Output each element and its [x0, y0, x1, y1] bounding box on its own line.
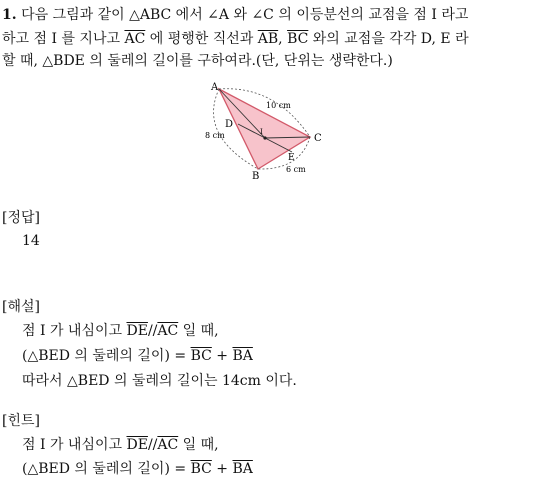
problem-text-2a: 하고 점 I 를 지나고 — [2, 31, 125, 47]
explanation-line-3: 따라서 △BED 의 둘레의 길이는 14cm 이다. — [22, 373, 297, 389]
answer-value: 14 — [22, 233, 40, 249]
hint-segment-de: $\overline{DE}$ — [126, 437, 148, 453]
hint-header: [힌트] — [2, 413, 40, 429]
plus-symbol: + — [211, 348, 233, 364]
hint-segment-ac: $\overline{AC}$ — [157, 437, 179, 453]
problem-line-3: 할 때, △BDE 의 둘레의 길이를 구하여라.(단, 단위는 생략한다.) — [2, 53, 393, 69]
answer-header: [정답] — [2, 210, 40, 226]
problem-text-2d: 와의 교점을 각각 D, E 라 — [308, 31, 469, 47]
label-a: A — [211, 82, 219, 93]
problem-line-2 — [2, 28, 469, 48]
label-b: B — [252, 171, 260, 182]
explanation-header: [해설] — [2, 299, 40, 315]
segment-bc-text: $\overline{BC}$ — [190, 348, 212, 364]
parallel-symbol: // — [147, 323, 158, 339]
incenter-point — [263, 136, 266, 139]
hint-text-2a: (△BED 의 둘레의 길이) = — [22, 461, 191, 477]
hint-line-2 — [22, 458, 253, 478]
hint-text-1c: 일 때, — [178, 437, 219, 453]
length-ab: 8 cm — [205, 131, 225, 140]
hint-parallel-symbol: // — [147, 437, 158, 453]
explanation-line-2 — [22, 345, 253, 365]
hint-text-1a: 점 I 가 내심이고 — [22, 437, 127, 453]
hint-plus-symbol: + — [211, 461, 233, 477]
hint-segment-bc: $\overline{BC}$ — [190, 461, 212, 477]
segment-de-text: $\overline{DE}$ — [126, 323, 148, 339]
segment-ba-text: $\overline{BA}$ — [232, 348, 253, 364]
problem-text-2c: , — [278, 31, 288, 47]
triangle-figure — [200, 80, 335, 182]
hint-line-1 — [22, 434, 219, 454]
length-ac: 10 cm — [266, 101, 291, 110]
segment-ab: $\overline{AB}$ — [257, 31, 279, 47]
label-e: E — [288, 153, 295, 163]
problem-text-2b: 에 평행한 직선과 — [145, 31, 258, 47]
segment-ac: $\overline{AC}$ — [124, 31, 146, 47]
problem-number: 1. — [2, 7, 17, 23]
explanation-line-1 — [22, 320, 219, 340]
problem-text-1: 다음 그림과 같이 △ABC 에서 ∠A 와 ∠C 의 이등분선의 교점을 점 I 라고 — [21, 7, 469, 23]
label-c: C — [314, 133, 322, 144]
explanation-text-2a: (△BED 의 둘레의 길이) = — [22, 348, 191, 364]
explanation-text-1a: 점 I 가 내심이고 — [22, 323, 127, 339]
label-d: D — [225, 119, 234, 130]
label-i: I — [260, 128, 263, 136]
length-bc: 6 cm — [286, 165, 306, 174]
segment-ac-text: $\overline{AC}$ — [157, 323, 179, 339]
hint-segment-ba: $\overline{BA}$ — [232, 461, 253, 477]
problem-line-1 — [2, 4, 468, 24]
explanation-text-1c: 일 때, — [178, 323, 219, 339]
segment-bc: $\overline{BC}$ — [287, 31, 309, 47]
